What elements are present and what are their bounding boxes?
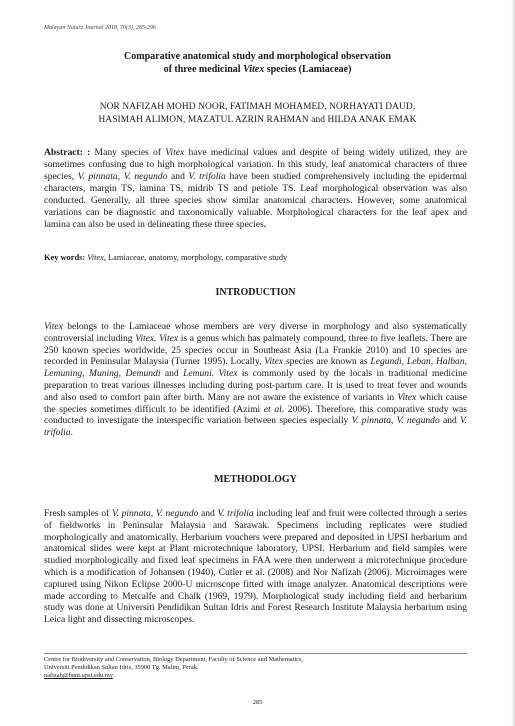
abstract-italic: V. pinnata, V. negundo xyxy=(77,171,168,182)
footnote-line-1: Centre for Biodiversity and Conservation, Biology Department, Faculty of Science and Mathematics, xyxy=(44,656,304,663)
author-list xyxy=(40,101,475,127)
abstract-text: have medicinal values and despite of being widely utilized, they are sometimes confusing due to high morphological variation. In this study, leaf anatomical characters of three species, xyxy=(44,147,467,182)
introduction-heading: INTRODUCTION xyxy=(215,287,296,298)
intro-italic: Vitex. Vitex xyxy=(135,332,179,344)
abstract-text: and xyxy=(167,171,189,182)
method-italic: V. trifolia xyxy=(217,508,254,519)
intro-text: and xyxy=(160,368,184,380)
page-edge-shadow xyxy=(511,0,515,726)
abstract-text: . xyxy=(263,219,267,230)
journal-citation: Malayan Nature Journal 2018, 70(3), 285-296 xyxy=(44,25,156,31)
title-line-1: Comparative anatomical study and morphological observation xyxy=(124,51,391,62)
authors-line-1: NOR NAFIZAH MOHD NOOR, FATIMAH MOHAMED, NORHAYATI DAUD, xyxy=(99,102,416,112)
keywords-label: Key words: xyxy=(44,253,86,262)
intro-text: is a genus which has palmately compound, three to five leaflets. There are 250 known species worldwide, 25 species occur in Southeast Asia (La Frankie 2010) and 10 species are recorded in Peninsular Malaysia (Turner 1995). Locally, xyxy=(44,332,467,368)
title-genus: Vitex xyxy=(243,64,265,75)
abstract-text: Many species of xyxy=(90,147,166,158)
intro-text: which cause the species sometimes difficult to be identified (Azimi xyxy=(44,391,467,415)
author-email-link[interactable]: nafizah@fsmt.upsi.edu.my xyxy=(44,672,113,680)
methodology-paragraph xyxy=(44,508,467,626)
title-line-2 xyxy=(40,63,475,76)
intro-text: belongs to the Lamiaceae whose members are very diverse in morphology and also systematically controversial including xyxy=(44,321,467,344)
intro-text: and xyxy=(439,415,460,427)
keywords-text: Lamiaceae, anatomy, morphology, comparative study xyxy=(105,253,288,262)
affiliation-footnote xyxy=(44,656,467,681)
intro-italic: Lemuni. Vitex xyxy=(183,368,238,380)
authors-line-2: HASIMAH ALIMON, MAZATUL AZRIN RAHMAN and HILDA ANAK EMAK xyxy=(98,115,417,125)
intro-italic: Vitex xyxy=(397,391,417,403)
intro-italic: et al xyxy=(263,403,282,415)
page-number: 285 xyxy=(252,699,263,706)
introduction-paragraph xyxy=(44,321,467,439)
method-text: Fresh samples of xyxy=(44,508,112,519)
abstract-italic: Vitex xyxy=(165,147,185,158)
footnote-line-2: Universiti Pendidikan Sultan Idris, 35900 Tg. Malim, Perak. xyxy=(44,664,199,672)
method-text: including leaf and fruit were collected through a series of fieldworks in Peninsular Malaysia and Sarawak. Specimens including replicates were studied morphologically and anatomically. Herbarium vouchers were prepared and deposited in UPSI herbarium and anatomical slides were kept at Plant microtechnique laboratory, UPSI. Herbarium and field samples were studied morphologically and fixed leaf specimens in FAA were then underwent a microtechnique procedure which is a modification of Johansen (1940), Cutler et al. (2008) and Nor Nafizah (2006). Microimages were captured using Nikon Eclipse 2000-U microscope fitted with image analyzer. Anatomical descriptions were made according to Metcalfe and Chalk (1969, 1979). Morphological study including field and herbarium study was done at Universiti Pendidikan Sultan Idris and Forest Research Institute Malaysia herbarium using Leica light and dissecting microscopes. xyxy=(44,508,468,626)
keywords-line xyxy=(44,252,467,263)
intro-text: . xyxy=(70,427,73,439)
abstract-text: have been studied comprehensively including the epidermal characters, margin TS, lamina TS, midrib TS and petiole TS. Leaf morphological observation was also conducted. Generally, all three species show similar anatomical characters. However, some anatomical variations can be diagnostic and taxonomically valuable. Morphological characters for the leaf apex and lamina can also be used in delineating these three species xyxy=(44,171,467,230)
intro-italic: V. trifolia xyxy=(44,415,467,439)
method-italic: V. pinnata, V. negundo xyxy=(111,508,199,519)
abstract-paragraph xyxy=(44,147,467,231)
intro-italic: Vitex xyxy=(44,321,63,332)
intro-italic: Vitex xyxy=(264,356,284,368)
title-text: species (Lamiaceae) xyxy=(264,64,352,75)
title-text: of three medicinal xyxy=(163,64,244,75)
intro-text: species are known as xyxy=(283,356,371,368)
method-text: and xyxy=(198,508,218,519)
abstract-italic: V. trifolia xyxy=(188,171,226,182)
paper-title xyxy=(40,50,475,76)
intro-text: is commonly used by the locals in traditional medicine preparation to treat various illnesses including during post-partum care. It is used to treat fever and wounds and also used to comfort pain after birth. Many are not aware the existence of variants in xyxy=(44,368,467,403)
footnote-divider xyxy=(44,653,467,654)
abstract-label: Abstract: : xyxy=(44,147,91,158)
keywords-italic: Vitex, xyxy=(85,253,106,262)
methodology-heading: METHODOLOGY xyxy=(214,474,297,485)
intro-italic: Legundi, Leban, Halban, Lemuning, Muning, Demundi xyxy=(44,356,467,380)
intro-text: . 2006). Therefore, this comparative study was conducted to investigate the interspecific variation between species especially xyxy=(44,403,468,427)
intro-italic: V. pinnata, V. negundo xyxy=(351,415,440,427)
